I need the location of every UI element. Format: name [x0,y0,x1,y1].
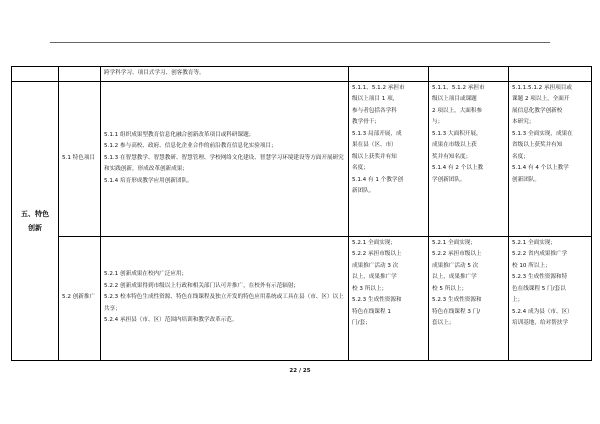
level-a-line: 5.2.1 全面实现； [352,239,396,246]
level-b-line: 5.1.1、5.1.2 承担市 [432,84,485,91]
level-b-line: 成果在市级以上获 [432,142,477,148]
content-line: 5.2.4 承担县（市、区）范围内培训和教学改革示范。 [104,317,238,324]
level-a-line: 级以上获奖并有知 [352,153,397,160]
table-row-5-1 [12,81,592,236]
table-row-top [12,67,592,82]
level-c-line: 5.1.3 全面实现，成果在 [512,130,573,137]
level-a-line: 5.1.3 局部开展，成 [352,130,402,137]
level-a-line: 门/套； [352,320,371,326]
level-a-line: 级以上项目 1 项， [352,96,399,102]
level-c-cell-5-1 [509,81,592,236]
level-b-line: 5.2.2 承担市级以上 [432,251,482,257]
level-b-line: 5.1.4 有 2 个以上教 [432,165,484,171]
level-c-line: 展信息化教学创新校 [512,107,563,114]
content-cell-5-2 [101,236,349,360]
level-b-line: 以上，成果推广学 [432,274,477,280]
level-c-line: 创新团队。 [512,176,540,183]
level-a-line: 果在县（区、市） [352,142,397,148]
level-a-line: 5.2.3 生成性资源和 [352,297,402,303]
top-row-content-cell [101,67,349,82]
top-row-item-cell [59,67,101,82]
level-a-line: 教学骨干； [352,119,380,125]
content-line: 5.2.1 创新成果在校内广泛应用； [104,271,188,278]
level-a-cell-5-1 [349,81,429,236]
category-title-line1: 五、特色 [21,209,49,218]
category-title-line2: 创新 [28,223,42,232]
content-line: 5.1.4 培育形成教学应用创新团队。 [104,177,193,184]
level-b-line: 校 5 所以上； [432,285,468,292]
level-c-cell-5-2 [509,236,592,360]
content-line: 5.1.1 组织成果型教育信息化融合创新改革项目或科研课题； [104,131,255,138]
level-a-line: 5.1.4 有 1 个教学创 [352,176,404,183]
category-cell [12,81,59,360]
table-row-5-2 [12,236,592,360]
level-a-cell-5-2 [349,236,429,360]
top-row-category-cell [12,67,59,82]
level-c-line: 5.2.2 省内成果推广学 [512,251,568,257]
level-a-line: 特色在线课程 1 [352,308,391,315]
level-c-line: 5.2.1 全面实现； [512,239,556,246]
level-a-line: 参与者包括各学科 [352,107,397,114]
content-cell-5-1 [101,81,349,236]
top-row-level-b-cell [429,67,509,82]
level-c-line: 5.2.4 成为县（市、区） [512,308,573,315]
item-cell-5-2 [59,236,101,360]
level-c-line: 上； [512,297,524,303]
item-cell-5-1 [59,81,101,236]
level-b-line: 成果推广活动 5 次 [432,262,479,269]
item-title-5-2: 5.2 创新推广 [62,294,96,301]
top-row-level-a-cell [349,67,429,82]
top-row-level-c-cell [509,67,592,82]
level-a-line: 5.2.2 承担市级以上 [352,251,402,257]
header-rule [50,42,550,43]
content-line: 5.1.2 参与高校、政府、信息化企业合作的前沿教育信息化实验项目； [104,143,277,150]
level-c-line: 本研究； [512,119,535,125]
level-b-line: 学创新团队。 [432,176,466,183]
level-b-line: 5.2.3 生成性资源和 [432,297,482,303]
level-a-line: 成果推广活动 3 次 [352,262,399,269]
level-a-line: 校 3 所以上； [352,285,388,292]
level-b-line: 级以上项目或课题 [432,96,477,102]
level-c-line: 校 10 所以上； [512,262,551,269]
level-a-line: 新团队。 [352,188,375,194]
level-b-cell-5-2 [429,236,509,360]
level-c-line: 名度； [512,153,529,160]
level-c-line: 培训基地，给对帮扶学 [512,320,568,326]
level-b-line: 与； [432,119,444,125]
level-b-line: 5.1.3 大面积开展， [432,130,482,137]
level-b-line: 2 项以上，大面积参 [432,107,483,114]
level-b-line: 5.2.1 全面实现； [432,239,476,246]
level-c-line: 省级以上获奖并有知 [512,142,563,148]
page-number: 22 / 25 [289,368,311,374]
level-b-cell-5-1 [429,81,509,236]
content-line: 5.2.3 校本特色生成性资源、特色在线课程及独立开发的特色应用系统或工具在县（市、区）以上共享； [104,294,344,312]
level-b-line: 奖并有知名度； [432,153,472,160]
level-c-line: 5.2.3 生成性资源和特 [512,274,568,280]
level-b-line: 特色在线课程 3 门/ [432,308,481,315]
top-row-content: 跨学科学习、项目式学习、创客教育等。 [104,70,205,76]
level-c-line: 5.1.4 有 4 个以上教学 [512,165,569,171]
level-c-line: 色在线课程 5 门/套以 [512,285,566,292]
level-a-line: 5.1.1、5.1.2 承担市 [352,84,405,91]
level-b-line: 套以上； [432,320,455,326]
level-a-line: 名度； [352,165,369,171]
content-line: 5.2.2 创新成果得到市级以上行政和相关部门认可并推广，在校外有示范辐射； [104,282,300,289]
item-title-5-1: 5.1 特色项目 [62,154,96,161]
level-a-line: 以上，成果推广学 [352,274,397,280]
level-c-line: 课题 2 项以上，全面开 [512,96,570,102]
level-c-line: 5.1.1.5.1.2 承担项目或 [512,84,572,91]
evaluation-table [11,66,592,361]
content-line: 5.1.3 在智慧教学、智慧教研、智慧管理、学校网络文化建设、智慧学习环境建设等方面开展研究和实践创新，形成改革创新成果； [104,154,344,173]
